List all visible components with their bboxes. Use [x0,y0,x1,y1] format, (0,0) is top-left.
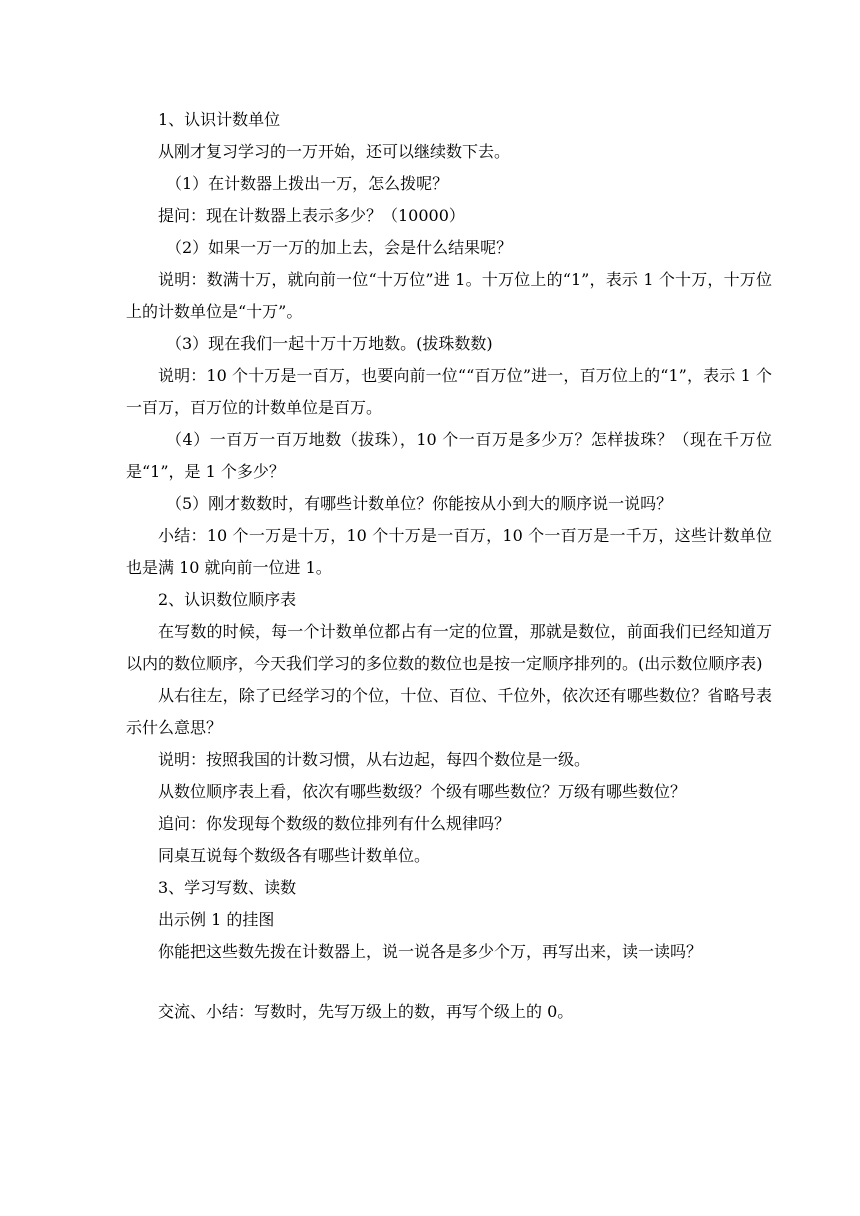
paragraph: 提问：现在计数器上表示多少？（10000） [158,206,465,225]
numbered-item: （3）现在我们一起十万十万地数。(拔珠数数) [166,334,493,353]
section-heading-writing-reading-numbers: 3、学习写数、读数 [158,878,297,897]
blank-line [126,968,772,996]
numbered-item: （5）刚才数数时，有哪些计数单位？你能按从小到大的顺序说一说吗？ [166,494,673,513]
paragraph: 说明：数满十万，就向前一位“十万位”进 1。十万位上的“1”，表示 1 个十万，十万位上的计数单位是“十万”。 [126,270,772,321]
paragraph: 你能把这些数先拨在计数器上，说一说各是多少个万，再写出来，读一读吗？ [158,942,703,961]
paragraph: 在写数的时候，每一个计数单位都占有一定的位置，那就是数位，前面我们已经知道万以内的数位顺序，今天我们学习的多位数的数位也是按一定顺序排列的。(出示数位顺序表) [126,622,772,673]
paragraph: 追问：你发现每个数级的数位排列有什么规律吗？ [158,814,511,833]
paragraph: 从右往左，除了已经学习的个位，十位、百位、千位外，依次还有哪些数位？省略号表示什么意思？ [126,686,772,737]
numbered-item: （2）如果一万一万的加上去，会是什么结果呢？ [166,238,513,257]
section-heading-place-value-table: 2、认识数位顺序表 [158,590,297,609]
summary-paragraph: 小结：10 个一万是十万，10 个十万是一百万，10 个一百万是一千万，这些计数单位也是满 10 就向前一位进 1。 [126,526,772,577]
paragraph: 说明：10 个十万是一百万，也要向前一位““百万位”进一，百万位上的“1”，表示 1 个一百万，百万位的计数单位是百万。 [126,366,772,417]
numbered-item: （4）一百万一百万地数（拔珠），10 个一百万是多少万？怎样拔珠？（现在千万位是“1”，是 1 个多少？ [126,430,772,481]
paragraph: 同桌互说每个数级各有哪些计数单位。 [158,846,431,865]
document-body [126,104,772,1028]
summary-paragraph: 交流、小结：写数时，先写万级上的数，再写个级上的 0。 [158,1002,574,1021]
paragraph: 从刚才复习学习的一万开始，还可以继续数下去。 [158,142,511,161]
numbered-item: （1）在计数器上拨出一万，怎么拨呢？ [166,174,449,193]
paragraph: 说明：按照我国的计数习惯，从右边起，每四个数位是一级。 [158,750,591,769]
paragraph: 出示例 1 的挂图 [158,910,275,929]
section-heading-counting-units: 1、认识计数单位 [158,110,281,129]
paragraph: 从数位顺序表上看，依次有哪些数级？个级有哪些数位？万级有哪些数位？ [158,782,687,801]
